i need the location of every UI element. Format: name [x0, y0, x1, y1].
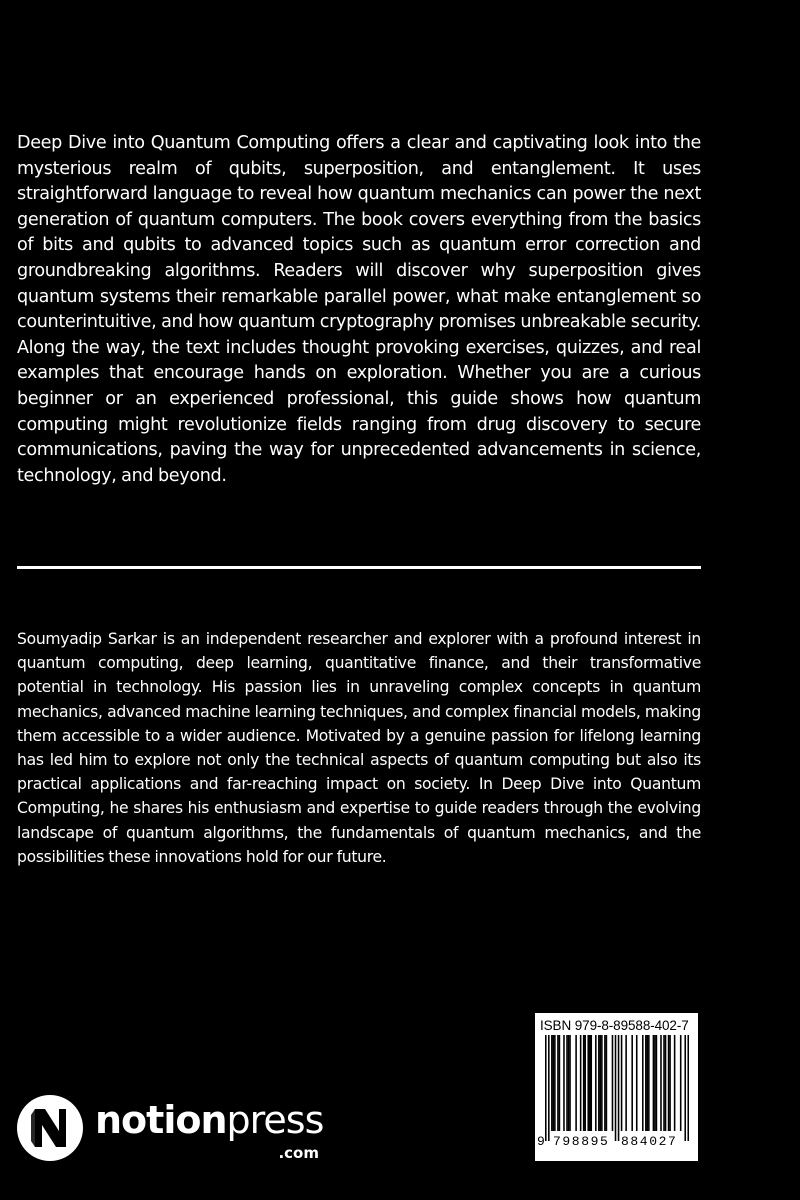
publisher-name-bold: notion [95, 1098, 227, 1142]
barcode-bar [665, 1035, 667, 1131]
barcode-bar [642, 1035, 644, 1131]
barcode-bar [645, 1035, 647, 1131]
barcode-bar [583, 1035, 585, 1131]
barcode-bar [684, 1035, 686, 1141]
barcode-bars [545, 1035, 689, 1145]
barcode-digits-left: 798895 [553, 1134, 610, 1149]
isbn-barcode [535, 1013, 698, 1161]
barcode-bar [656, 1035, 658, 1131]
publisher-name [95, 1098, 323, 1142]
barcode-bar [663, 1035, 665, 1131]
publisher-domain: .com [278, 1144, 319, 1162]
barcode-bar [604, 1035, 606, 1131]
author-bio: Soumyadip Sarkar is an independent researcher and explorer with a profound interest in quantum computing, deep learning, quantitative finance, and their transformative potential in technology. His passion lies in unraveling complex concepts in quantum mechanics, advanced machine learning techniques, and complex financial models, making them accessible to a wider audience. Motivated by a genuine passion for lifelong learning has led him to explore not only the technical aspects of quantum computing but also its practical applications and far-reaching impact on society. In Deep Dive into Quantum Computing, he shares his enthusiasm and expertise to guide readers through the evolving landscape of quantum algorithms, the fundamentals of quantum mechanics, and the possibilities these innovations hold for our future. [17, 630, 701, 866]
barcode-bar [590, 1035, 592, 1131]
barcode-bar [587, 1035, 589, 1131]
barcode-bar [618, 1035, 620, 1141]
barcode-bar [551, 1035, 553, 1131]
barcode-bar [559, 1035, 561, 1131]
barcode-bar [569, 1035, 571, 1131]
barcode-bar [668, 1035, 670, 1131]
barcode-bar [595, 1035, 597, 1131]
barcode-bar [687, 1035, 689, 1141]
barcode-bar [566, 1035, 568, 1131]
publisher-wordmark [95, 1092, 325, 1164]
barcode-digit-first: 9 [537, 1134, 545, 1149]
section-divider [17, 566, 701, 569]
barcode-bar [653, 1035, 655, 1131]
barcode-bar [674, 1035, 676, 1131]
barcode-bar [621, 1035, 623, 1131]
barcode-bar [680, 1035, 682, 1131]
barcode-bar [563, 1035, 565, 1131]
barcode-bar [553, 1035, 555, 1131]
barcode-bar [600, 1035, 602, 1131]
barcode-bar [598, 1035, 600, 1131]
barcode-bar [615, 1035, 617, 1141]
barcode-digits-right: 884027 [621, 1134, 678, 1149]
barcode-bar [589, 1035, 591, 1131]
barcode-bar [575, 1035, 577, 1131]
barcode-bar [631, 1035, 633, 1131]
barcode-bar [647, 1035, 649, 1131]
barcode-bar [548, 1035, 550, 1141]
notionpress-n-icon [17, 1095, 83, 1161]
publisher-name-light: press [226, 1098, 324, 1142]
barcode-bar [557, 1035, 559, 1131]
barcode-bar [545, 1035, 547, 1141]
barcode-bar [584, 1035, 586, 1131]
barcode-bar [654, 1035, 656, 1131]
barcode-bar [625, 1035, 627, 1131]
barcode-bar [580, 1035, 582, 1131]
isbn-label: ISBN 979-8-89588-402-7 [540, 1018, 689, 1033]
publisher-logo [17, 1092, 325, 1164]
book-description: Deep Dive into Quantum Computing offers a clear and captivating look into the mysterious realm of qubits, superposition, and entanglement. It uses straightforward language to reveal how quantum mechanics can power the next generation of quantum computers. The book covers everything from the basics of bits and qubits to advanced topics such as quantum error correction and groundbreaking algorithms. Readers will discover why superposition gives quantum systems their remarkable parallel power, what make entanglement so counterintuitive, and how quantum cryptography promises unbreakable security. Along the way, the text includes thought provoking exercises, quizzes, and real examples that encourage hands on exploration. Whether you are a curious beginner or an experienced professional, this guide shows how quantum computing might revolutionize fields ranging from drug discovery to secure communications, paving the way for unprecedented advancements in science, technology, and beyond. [17, 133, 701, 486]
barcode-bar [568, 1035, 570, 1131]
barcode-bar [669, 1035, 671, 1131]
barcode-bar [636, 1035, 638, 1131]
barcode-bar [660, 1035, 662, 1131]
barcode-bar [606, 1035, 608, 1131]
barcode-bar [554, 1035, 556, 1131]
barcode-bar [648, 1035, 650, 1131]
barcode-bar [601, 1035, 603, 1131]
barcode-bar [612, 1035, 614, 1131]
